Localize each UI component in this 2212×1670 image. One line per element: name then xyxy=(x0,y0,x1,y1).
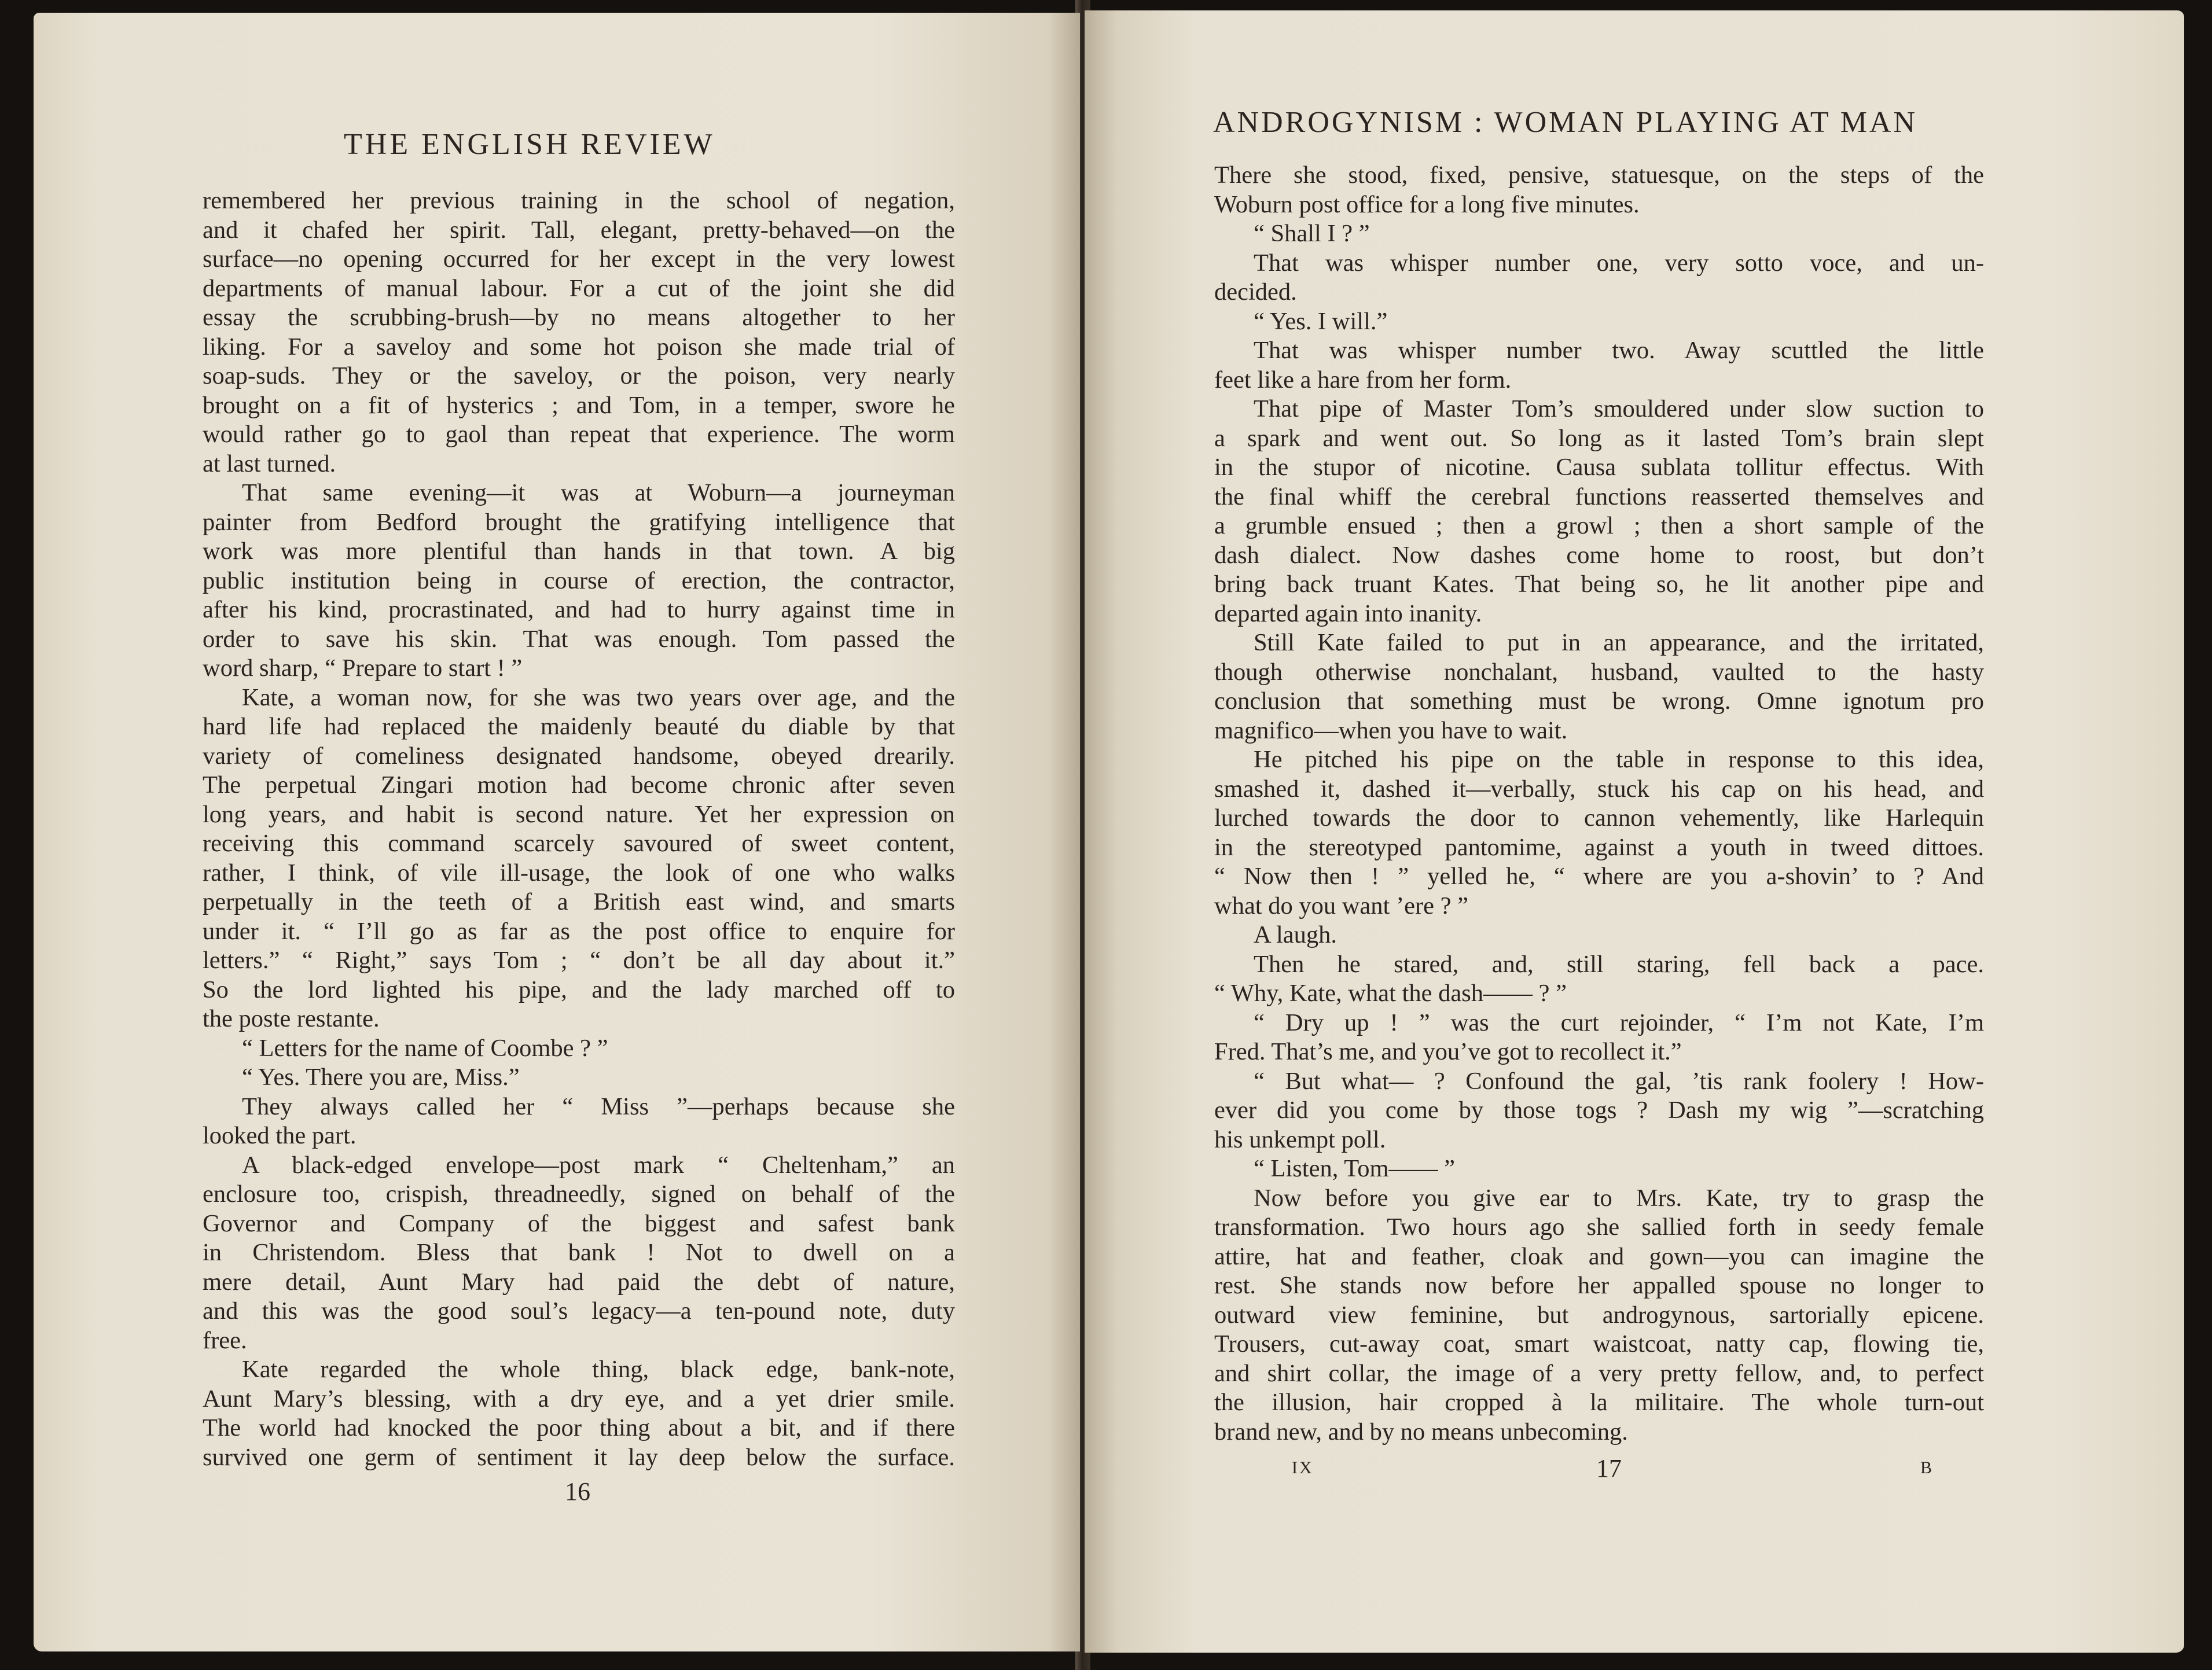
right-page-text xyxy=(1214,161,1984,1447)
text-line: hard life had replaced the maidenly beauté du diable by that xyxy=(203,713,955,740)
right-running-head: ANDROGYNISM : WOMAN PLAYING AT MAN xyxy=(1213,106,1918,139)
text-line: at last turned. xyxy=(203,450,336,477)
text-line: Still Kate failed to put in an appearance, and the irritated, xyxy=(1254,629,1984,656)
text-line: “ Why, Kate, what the dash—— ? ” xyxy=(1214,980,1567,1007)
text-line: after his kind, procrastinated, and had to hurry against time in xyxy=(203,596,955,623)
text-line: “ Yes. There you are, Miss.” xyxy=(242,1064,520,1091)
text-line: liking. For a saveloy and some hot poison she made trial of xyxy=(203,333,955,361)
text-line: dash dialect. Now dashes come home to roost, but don’t xyxy=(1214,541,1984,569)
text-line: order to save his skin. That was enough. Tom passed the xyxy=(203,625,955,653)
text-line: A laugh. xyxy=(1254,921,1338,948)
text-line: Fred. That’s me, and you’ve got to recollect it.” xyxy=(1214,1038,1682,1065)
right-page-number: 17 xyxy=(1596,1454,1622,1483)
text-line: enclosure too, crispish, threadneedly, signed on behalf of the xyxy=(203,1180,955,1208)
text-line: painter from Bedford brought the gratifying intelligence that xyxy=(203,508,955,536)
text-line: “ Dry up ! ” was the curt rejoinder, “ I’m not Kate, I’m xyxy=(1254,1009,1984,1036)
text-line: Kate regarded the whole thing, black edge, bank-note, xyxy=(242,1356,955,1383)
text-line: ever did you come by those togs ? Dash my wig ”—scratching xyxy=(1214,1097,1984,1124)
text-line: in Christendom. Bless that bank ! Not to dwell on a xyxy=(203,1239,955,1266)
text-line: They always called her “ Miss ”—perhaps because she xyxy=(242,1093,955,1120)
text-line: letters.” “ Right,” says Tom ; “ don’t be all day about it.” xyxy=(203,947,955,974)
text-line: in the stereotyped pantomime, against a youth in tweed dittoes. xyxy=(1214,833,1984,861)
text-line: what do you want ’ere ? ” xyxy=(1214,892,1468,919)
text-line: under it. “ I’ll go as far as the post office to enquire for xyxy=(203,917,955,945)
text-line: variety of comeliness designated handsome, obeyed drearily. xyxy=(203,742,955,770)
text-line: departments of manual labour. For a cut of the joint she did xyxy=(203,274,955,302)
text-line: Now before you give ear to Mrs. Kate, try to grasp the xyxy=(1254,1184,1984,1212)
left-running-head: THE ENGLISH REVIEW xyxy=(344,128,715,161)
text-line: “ Yes. I will.” xyxy=(1254,307,1388,335)
text-line: a grumble ensued ; then a growl ; then a short sample of the xyxy=(1214,512,1984,539)
text-line: conclusion that something must be wrong. Omne ignotum pro xyxy=(1214,687,1984,715)
text-line: smashed it, dashed it—verbally, stuck his cap on his head, and xyxy=(1214,775,1984,803)
text-line: That pipe of Master Tom’s smouldered under slow suction to xyxy=(1254,395,1984,422)
text-line: rather, I think, of vile ill-usage, the look of one who walks xyxy=(203,859,955,887)
text-line: “ Listen, Tom—— ” xyxy=(1254,1155,1455,1182)
text-line: soap-suds. They or the saveloy, or the poison, very nearly xyxy=(203,362,955,389)
text-line: word sharp, “ Prepare to start ! ” xyxy=(203,654,523,682)
text-line: perpetually in the teeth of a British east wind, and smarts xyxy=(203,888,955,915)
signature-mark-right: B xyxy=(1920,1458,1934,1477)
text-line: He pitched his pipe on the table in response to this idea, xyxy=(1254,746,1984,773)
text-line: mere detail, Aunt Mary had paid the debt of nature, xyxy=(203,1268,955,1296)
text-line: There she stood, fixed, pensive, statuesque, on the steps of the xyxy=(1214,161,1984,189)
text-line: receiving this command scarcely savoured of sweet content, xyxy=(203,830,955,857)
text-line: work was more plentiful than hands in that town. A big xyxy=(203,538,955,565)
text-line: That was whisper number one, very sotto voce, and un- xyxy=(1254,249,1984,277)
text-line: “ Shall I ? ” xyxy=(1254,220,1370,247)
text-line: rest. She stands now before her appalled spouse no longer to xyxy=(1214,1272,1984,1299)
text-line: bring back truant Kates. That being so, he lit another pipe and xyxy=(1214,571,1984,598)
text-line: A black-edged envelope—post mark “ Cheltenham,” an xyxy=(242,1151,955,1179)
text-line: long years, and habit is second nature. Yet her expression on xyxy=(203,800,955,828)
text-line: free. xyxy=(203,1326,247,1354)
text-line: survived one germ of sentiment it lay deep below the surface. xyxy=(203,1443,955,1471)
text-line: and this was the good soul’s legacy—a ten-pound note, duty xyxy=(203,1297,955,1325)
text-line: Woburn post office for a long five minutes. xyxy=(1214,190,1640,218)
text-line: would rather go to gaol than repeat that experience. The worm xyxy=(203,421,955,448)
text-line: Trousers, cut-away coat, smart waistcoat, natty cap, flowing tie, xyxy=(1214,1330,1984,1358)
text-line: Governor and Company of the biggest and safest bank xyxy=(203,1209,955,1237)
text-line: “ But what— ? Confound the gal, ’tis rank foolery ! How- xyxy=(1254,1067,1984,1095)
text-line: attire, hat and feather, cloak and gown—you can imagine the xyxy=(1214,1242,1984,1270)
text-line: remembered her previous training in the school of negation, xyxy=(203,187,955,214)
text-line: surface—no opening occurred for her except in the very lowest xyxy=(203,245,955,273)
text-line: a spark and went out. So long as it lasted Tom’s brain slept xyxy=(1214,424,1984,452)
text-line: “ Now then ! ” yelled he, “ where are you a-shovin’ to ? And xyxy=(1214,863,1984,890)
text-line: So the lord lighted his pipe, and the lady marched off to xyxy=(203,976,955,1003)
text-line: That same evening—it was at Woburn—a journeyman xyxy=(242,479,955,506)
text-line: departed again into inanity. xyxy=(1214,599,1482,627)
text-line: That was whisper number two. Away scuttled the little xyxy=(1254,337,1984,364)
text-line: in the stupor of nicotine. Causa sublata tollitur effectus. With xyxy=(1214,454,1984,481)
text-line: public institution being in course of erection, the contractor, xyxy=(203,567,955,594)
text-line: and shirt collar, the image of a very pretty fellow, and, to perfect xyxy=(1214,1359,1984,1387)
text-line: essay the scrubbing-brush—by no means altogether to her xyxy=(203,304,955,331)
text-line: brought on a fit of hysterics ; and Tom, in a temper, swore he xyxy=(203,391,955,419)
text-line: lurched towards the door to cannon vehemently, like Harlequin xyxy=(1214,804,1984,832)
text-line: feet like a hare from her form. xyxy=(1214,366,1512,393)
text-line: and it chafed her spirit. Tall, elegant, pretty-behaved—on the xyxy=(203,216,955,244)
text-line: Then he stared, and, still staring, fell back a pace. xyxy=(1254,950,1984,978)
text-line: magnifico—when you have to wait. xyxy=(1214,716,1568,744)
text-line: decided. xyxy=(1214,278,1297,306)
text-line: transformation. Two hours ago she sallied forth in seedy female xyxy=(1214,1213,1984,1241)
text-line: the final whiff the cerebral functions reasserted themselves and xyxy=(1214,483,1984,510)
text-line: Aunt Mary’s blessing, with a dry eye, and a yet drier smile. xyxy=(203,1385,955,1412)
text-line: “ Letters for the name of Coombe ? ” xyxy=(242,1034,608,1062)
text-line: outward view feminine, but androgynous, sartorially epicene. xyxy=(1214,1301,1984,1329)
text-line: brand new, and by no means unbecoming. xyxy=(1214,1418,1628,1445)
text-line: The world had knocked the poor thing about a bit, and if there xyxy=(203,1414,955,1441)
text-line: the poste restante. xyxy=(203,1005,380,1032)
text-line: though otherwise nonchalant, husband, vaulted to the hasty xyxy=(1214,658,1984,686)
text-line: Kate, a woman now, for she was two years over age, and the xyxy=(242,683,955,711)
text-line: The perpetual Zingari motion had become chronic after seven xyxy=(203,771,955,799)
text-line: the illusion, hair cropped à la militaire. The whole turn-out xyxy=(1214,1389,1984,1416)
left-page-number: 16 xyxy=(565,1477,590,1506)
text-line: his unkempt poll. xyxy=(1214,1125,1386,1153)
signature-mark-left: IX xyxy=(1292,1458,1314,1477)
left-page-text xyxy=(203,186,955,1472)
text-line: looked the part. xyxy=(203,1122,357,1149)
